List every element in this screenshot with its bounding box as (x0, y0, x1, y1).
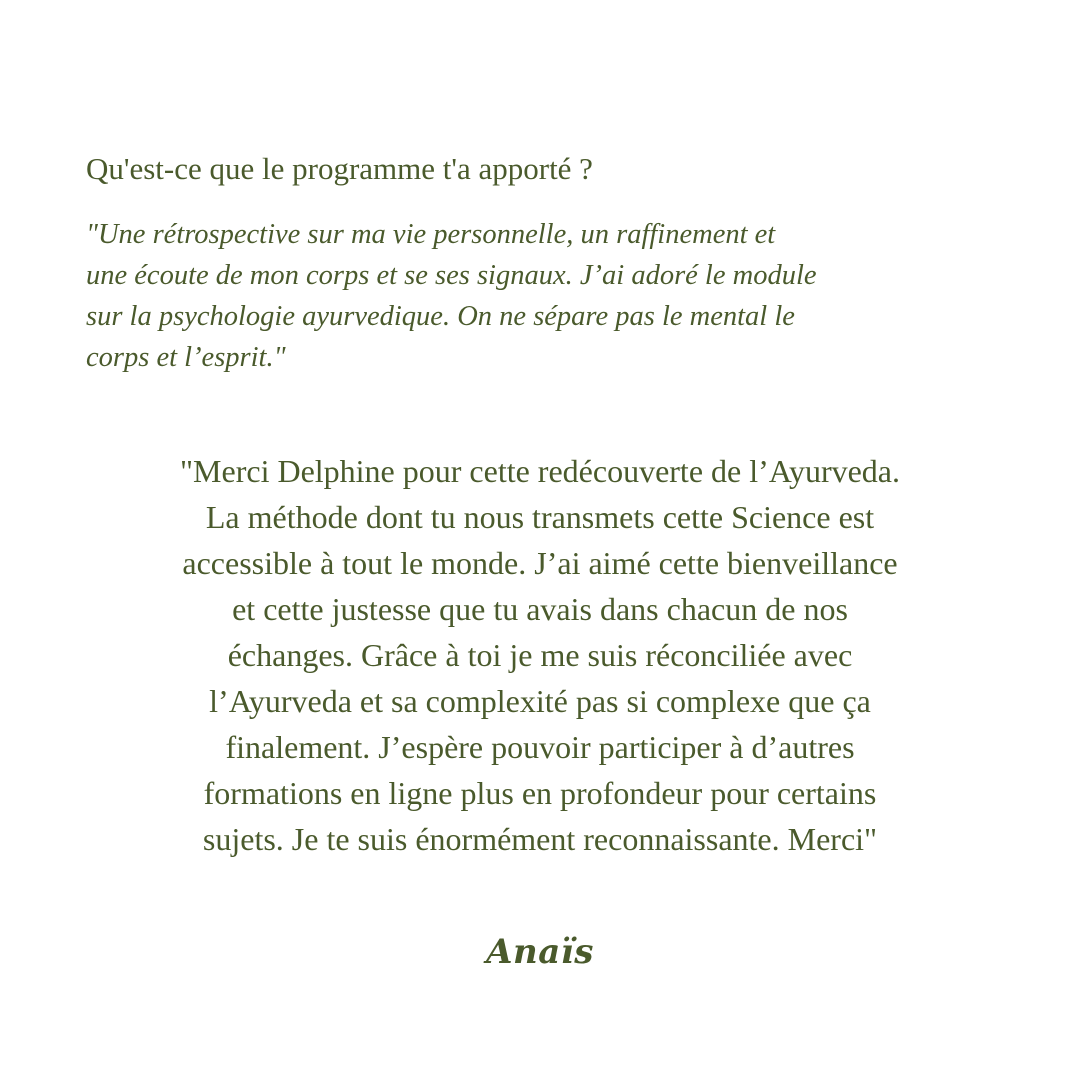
answer-line: une écoute de mon corps et se ses signaux. J’ai adoré le module (86, 260, 817, 291)
author-signature: Anaïs (486, 932, 594, 972)
testimonial-quote (40, 448, 1040, 862)
answer-line: sur la psychologie ayurvedique. On ne sépare pas le mental le (86, 301, 795, 332)
testimonial-line: l’Ayurveda et sa complexité pas si complexe que ça (209, 683, 871, 719)
testimonial-line: finalement. J’espère pouvoir participer à d’autres (225, 729, 855, 765)
testimonial-line: La méthode dont tu nous transmets cette Science est (205, 499, 875, 535)
testimonial-line: et cette justesse que tu avais dans chacun de nos (232, 591, 848, 627)
question-heading: Qu'est-ce que le programme t'a apporté ? (86, 151, 593, 186)
testimonial-line: "Merci Delphine pour cette redécouverte de l’Ayurveda. (179, 453, 900, 489)
testimonial-line: accessible à tout le monde. J’ai aimé cette bienveillance (182, 545, 898, 581)
testimonial-line: échanges. Grâce à toi je me suis réconciliée avec (227, 637, 853, 673)
answer-text (86, 214, 996, 378)
answer-line: corps et l’esprit." (86, 342, 286, 373)
testimonial-line: formations en ligne plus en profondeur pour certains (203, 775, 877, 811)
testimonial-line: sujets. Je te suis énormément reconnaissante. Merci" (202, 821, 878, 857)
answer-line: "Une rétrospective sur ma vie personnelle, un raffinement et (86, 219, 776, 250)
